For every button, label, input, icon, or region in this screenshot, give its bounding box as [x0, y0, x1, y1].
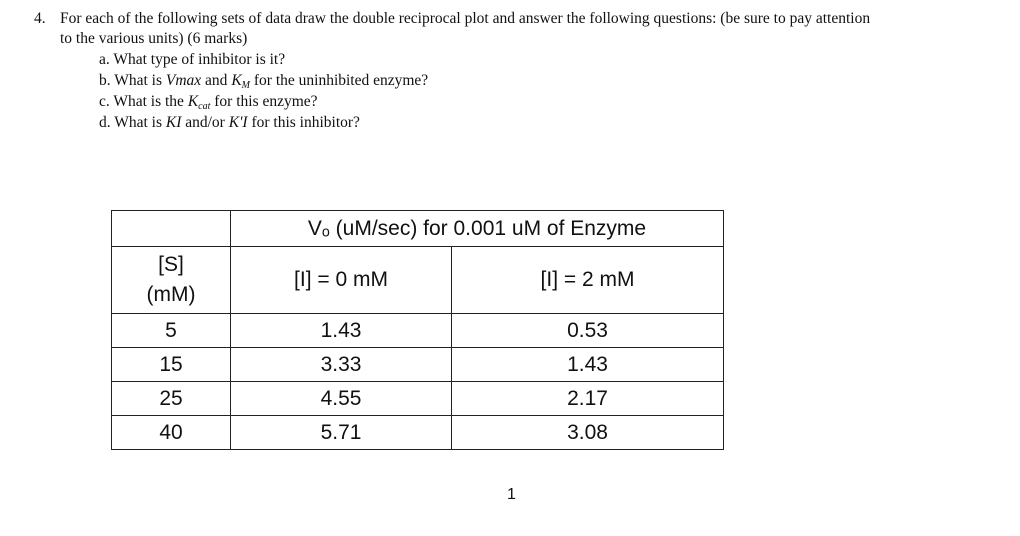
- question-text-line2: to the various units) (6 marks): [60, 30, 248, 47]
- table-row: [112, 382, 724, 416]
- substrate-cell: 40: [112, 416, 231, 450]
- uninhibited-header: [I] = 0 mM: [231, 247, 452, 314]
- page-number: 1: [507, 486, 516, 503]
- uninhibited-cell: 4.55: [231, 382, 452, 416]
- kcat-term: K: [187, 93, 199, 110]
- inhibited-cell: 2.17: [452, 382, 724, 416]
- subquestion-d-prefix: d. What is: [99, 114, 166, 131]
- velocity-table: [111, 210, 724, 450]
- substrate-cell: 15: [112, 348, 231, 382]
- ki-prime-term: K'I: [228, 114, 248, 131]
- substrate-header: [112, 247, 231, 314]
- table-row: [112, 416, 724, 450]
- substrate-header-label: [S]: [158, 253, 184, 276]
- km-subscript: M: [241, 80, 250, 91]
- table-title-row: [112, 211, 724, 247]
- subquestion-b-prefix: b. What is: [99, 72, 166, 89]
- question-number: 4.: [34, 10, 46, 27]
- subquestion-c-suffix: for this enzyme?: [210, 93, 318, 110]
- question-stem: [34, 9, 1004, 29]
- table-title: Vₒ (uM/sec) for 0.001 uM of Enzyme: [231, 211, 724, 247]
- uninhibited-cell: 5.71: [231, 416, 452, 450]
- subquestion-b-suffix: for the uninhibited enzyme?: [250, 72, 429, 89]
- inhibited-header: [I] = 2 mM: [452, 247, 724, 314]
- inhibited-cell: 3.08: [452, 416, 724, 450]
- subquestion-list: [99, 49, 1004, 133]
- table-row: [112, 314, 724, 348]
- inhibited-cell: 1.43: [452, 348, 724, 382]
- subquestion-b-mid: and: [201, 72, 232, 89]
- ki-term: KI: [165, 114, 182, 131]
- subquestion-a: [99, 49, 1004, 70]
- question-block: [34, 9, 1004, 133]
- uninhibited-cell: 3.33: [231, 348, 452, 382]
- question-text-line1: For each of the following sets of data draw the double reciprocal plot and answer the following questions: (be sure to pay attention: [60, 10, 871, 27]
- uninhibited-cell: 1.43: [231, 314, 452, 348]
- subquestion-c-prefix: c. What is the: [99, 93, 188, 110]
- subquestion-b: [99, 70, 1004, 91]
- substrate-cell: 5: [112, 314, 231, 348]
- corner-cell: [112, 211, 231, 247]
- subquestion-d: [99, 112, 1004, 133]
- km-term: K: [231, 72, 242, 89]
- inhibited-cell: 0.53: [452, 314, 724, 348]
- substrate-header-unit: (mM): [146, 283, 196, 306]
- subquestion-d-suffix: for this inhibitor?: [247, 114, 360, 131]
- substrate-cell: 25: [112, 382, 231, 416]
- vmax-term: Vmax: [165, 72, 202, 89]
- table-row: [112, 348, 724, 382]
- kcat-subscript: cat: [198, 101, 211, 112]
- subquestion-a-text: a. What type of inhibitor is it?: [99, 51, 286, 68]
- subquestion-c: [99, 91, 1004, 112]
- table-header-row: [112, 247, 724, 314]
- subquestion-d-mid: and/or: [181, 114, 229, 131]
